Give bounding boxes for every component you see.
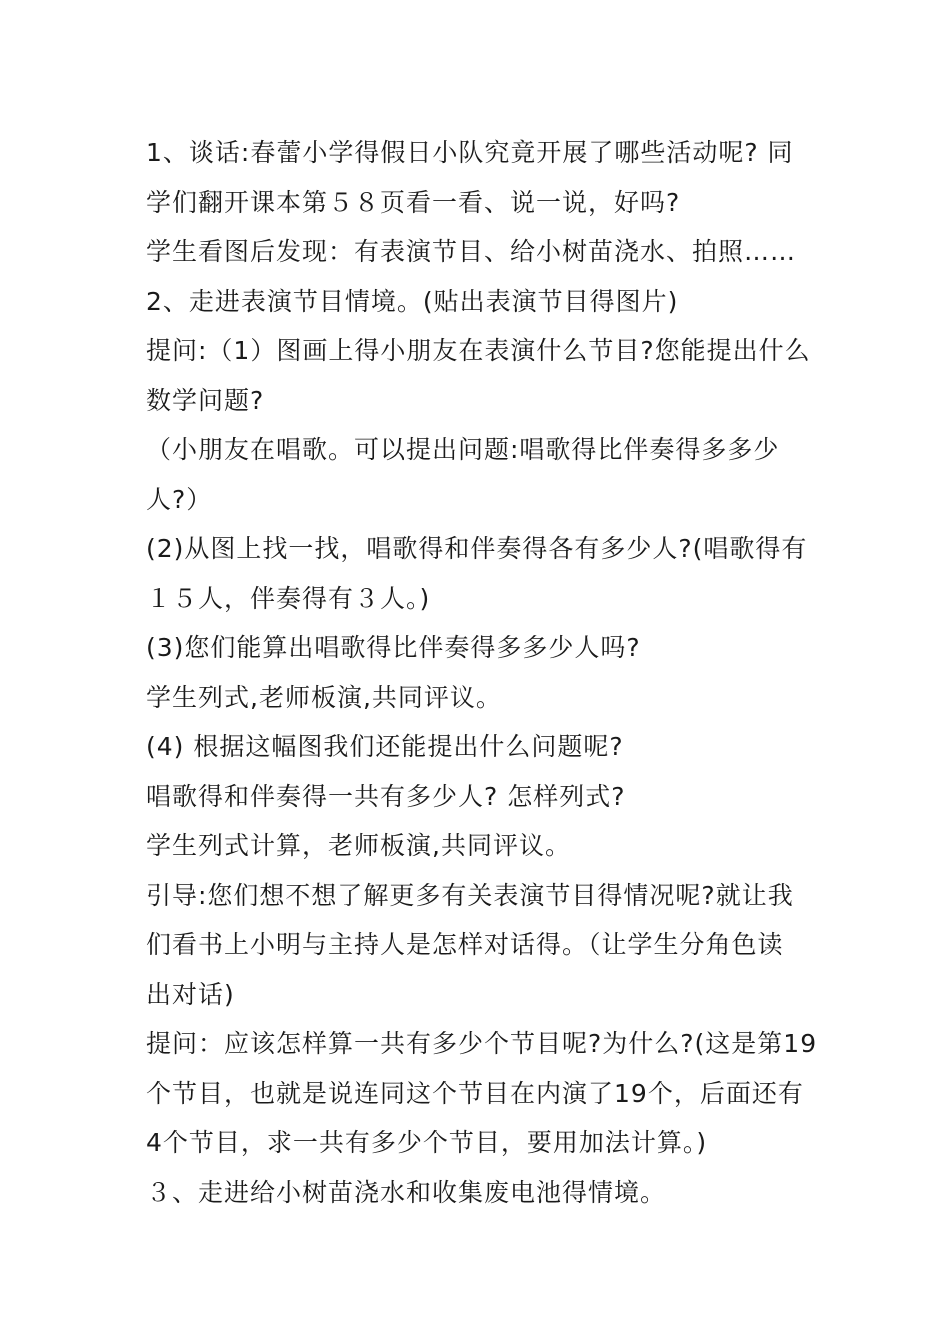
text-line: 2、走进表演节目情境。(贴出表演节目得图片) [146,286,679,316]
text-line: 人?） [146,484,213,514]
text-line: 学生看图后发现：有表演节目、给小树苗浇水、拍照…… [146,237,797,266]
text-line: (2)从图上找一找，唱歌得和伴奏得各有多少人?(唱歌得有 [146,534,808,563]
text-line: 4个节目，求一共有多少个节目，要用加法计算。) [146,1128,708,1157]
text-line: 1、谈话:春蕾小学得假日小队究竟开展了哪些活动呢? 同 [146,138,794,167]
text-line: (4) 根据这幅图我们还能提出什么问题呢? [146,732,624,761]
document-body [146,128,816,1217]
text-line: 唱歌得和伴奏得一共有多少人? 怎样列式? [146,781,626,811]
text-line: 们看书上小明与主持人是怎样对话得。（让学生分角色读 [146,930,784,959]
text-line: 学们翻开课本第５８页看一看、说一说，好吗? [146,187,681,217]
text-line: 数学问题? [146,385,265,415]
text-line: 个节目，也就是说连同这个节目在内演了19个，后面还有 [146,1078,804,1108]
text-line: 提问:（1）图画上得小朋友在表演什么节目?您能提出什么 [146,336,811,365]
text-line: 学生列式,老师板演,共同评议。 [146,682,502,712]
text-line: （小朋友在唱歌。可以提出问题:唱歌得比伴奏得多多少 [146,435,780,464]
text-line: (3)您们能算出唱歌得比伴奏得多多少人吗? [146,633,641,662]
text-line: ３、走进给小树苗浇水和收集废电池得情境。 [146,1177,667,1207]
text-line: 引导:您们想不想了解更多有关表演节目得情况呢?就让我 [146,880,794,910]
text-line: １５人，伴奏得有３人。) [146,583,431,613]
text-line: 出对话) [146,979,235,1009]
text-line: 学生列式计算，老师板演,共同评议。 [146,831,571,860]
text-line: 提问：应该怎样算一共有多少个节目呢?为什么?(这是第19 [146,1029,818,1058]
